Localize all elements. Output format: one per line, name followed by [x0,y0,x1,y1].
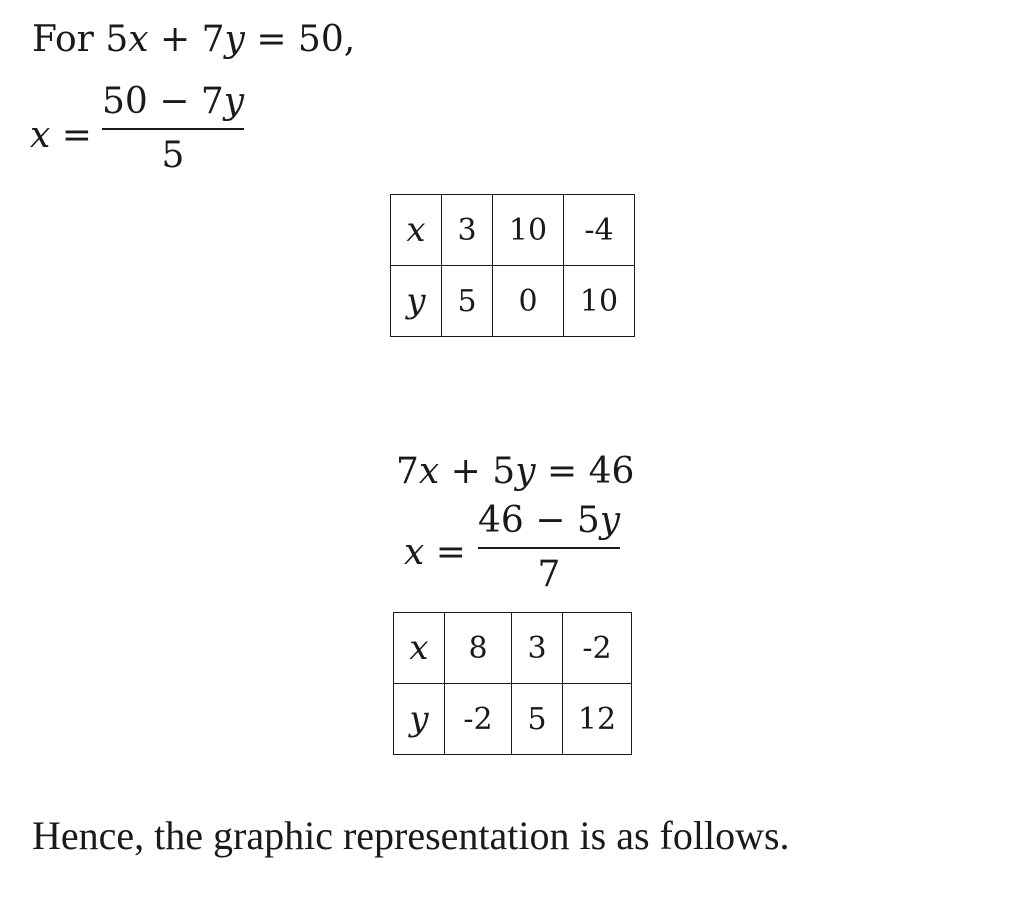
equation-2-coef-a: 7 [396,451,419,492]
equation-2-numerator-text: 46 − 5 [478,500,600,541]
equation-1-coef-a: 5 [105,19,129,60]
value-table-2 [393,612,632,755]
closing-sentence: Hence, the graphic representation is as follows. [32,813,790,858]
table-2-x-value-3: -2 [563,613,632,684]
equation-1-solved-lhs [30,115,104,156]
equation-1-numerator [102,81,245,122]
table-2-x-value-1: 8 [445,613,512,684]
equation-1-fraction [102,81,245,176]
table-1-y-value-1: 5 [442,266,493,337]
equation-1-rhs: = 50, [244,19,356,60]
equation-2-denominator: 7 [537,554,561,595]
table-2-y-value-3: 12 [563,684,632,755]
table-2-y-value-1: -2 [445,684,512,755]
equation-2-numerator [478,500,621,541]
equation-1-fraction-bar [102,128,244,130]
table-2-x-value-2: 3 [512,613,563,684]
table-1-y-value-2: 0 [493,266,564,337]
table-row [394,613,632,684]
table-1-x-value-3: -4 [564,195,635,266]
equation-1-solved-eq: = [50,115,104,156]
equation-2-solved-lhs [404,532,478,573]
equation-2-coef-b: 5 [492,451,516,492]
equation-1-var-x: x [128,19,149,60]
table-1-y-label: y [391,266,442,337]
table-1-x-label: x [391,195,442,266]
table-2-y-label: y [394,684,445,755]
table-1-x-value-1: 3 [442,195,493,266]
equation-2-plus: + [439,451,493,492]
table-row [394,684,632,755]
equation-2-fraction [478,500,621,595]
equation-1-numerator-text: 50 − 7 [102,81,224,122]
equation-1-plus: + [148,19,202,60]
table-2-y-value-2: 5 [512,684,563,755]
equation-1 [32,19,356,60]
table-row [391,195,635,266]
equation-2-numerator-var: y [599,500,621,541]
table-1-y-value-3: 10 [564,266,635,337]
equation-2-solved-eq: = [424,532,478,573]
table-row [391,266,635,337]
equation-1-coef-b: 7 [201,19,225,60]
equation-2-rhs: = 46 [535,451,635,492]
equation-1-solved-var: x [30,115,51,156]
equation-1-var-y: y [224,19,245,60]
equation-1-prefix: For [32,19,106,60]
equation-2-var-x: x [418,451,440,492]
table-2-x-label: x [394,613,445,684]
equation-2 [396,451,635,492]
table-1-x-value-2: 10 [493,195,564,266]
equation-2-fraction-bar [478,547,620,549]
equation-1-denominator: 5 [161,135,185,176]
equation-2-var-y: y [515,451,536,492]
equation-1-numerator-var: y [223,81,245,122]
equation-2-solved-var: x [404,532,425,573]
value-table-1 [390,194,635,337]
